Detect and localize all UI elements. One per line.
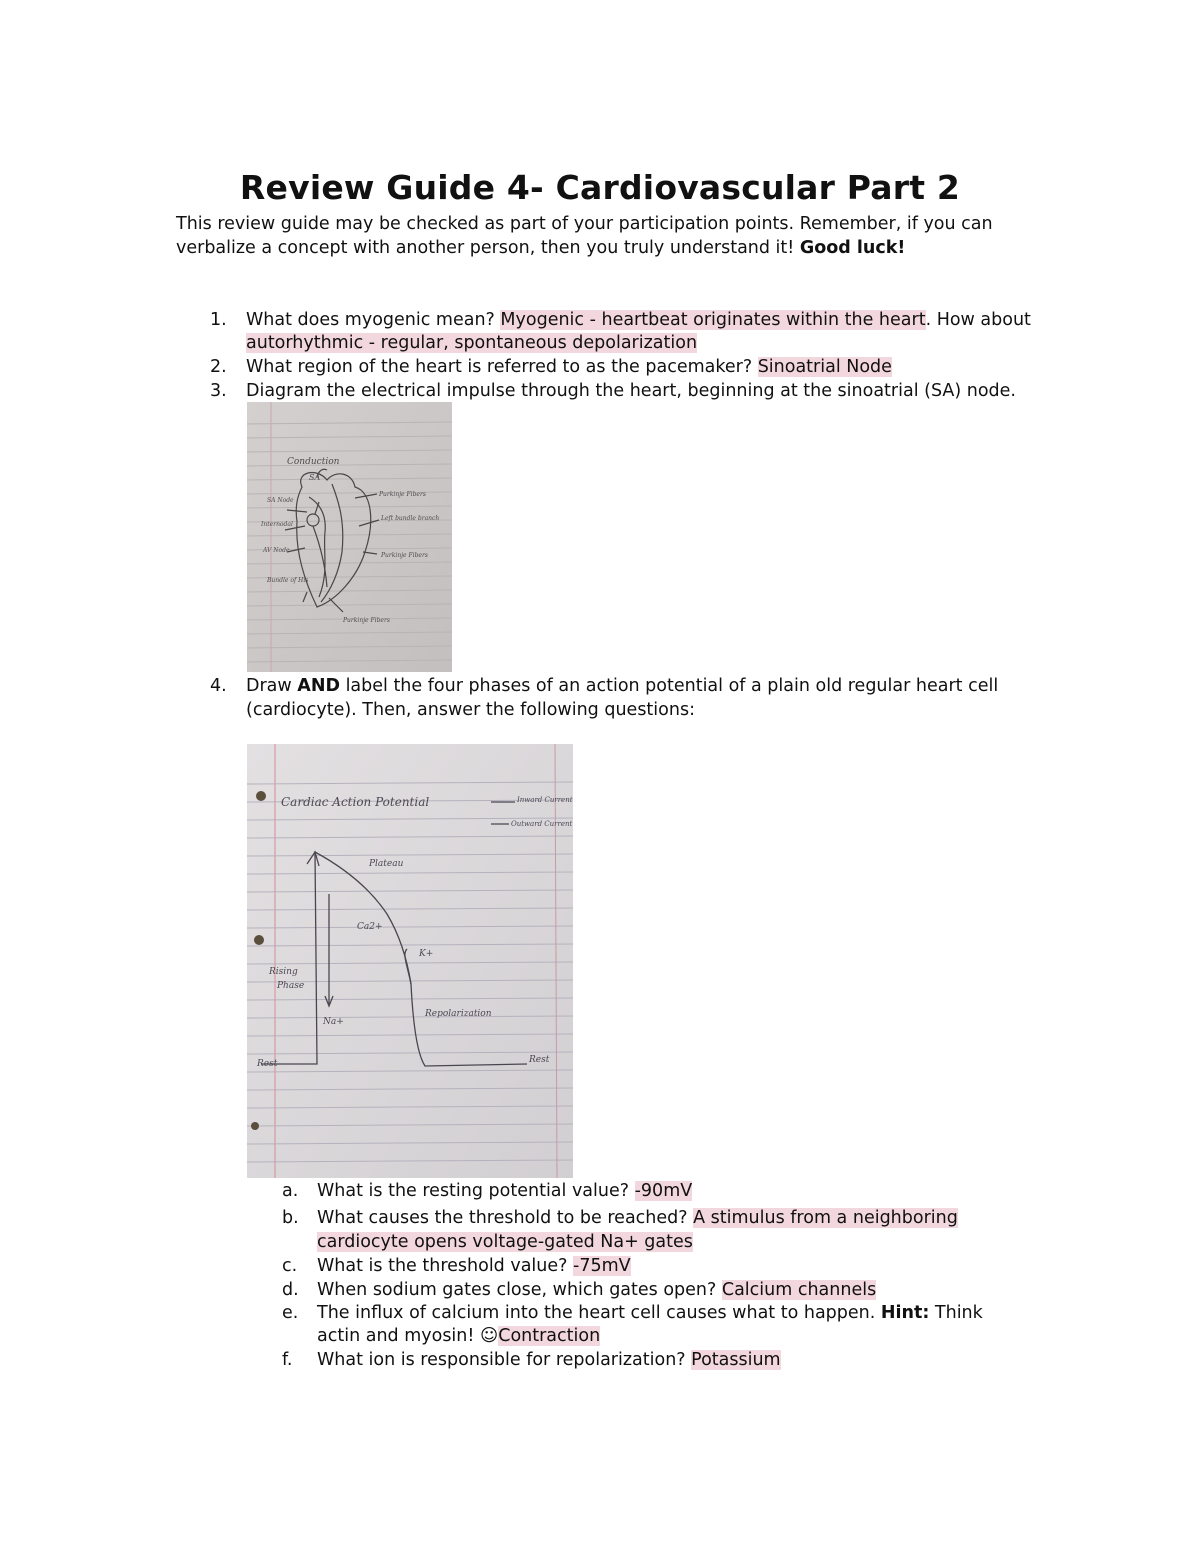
- label-phase: Phase: [277, 981, 305, 991]
- question-1-text-2: . How about: [925, 310, 1031, 330]
- sub-c-text: What is the threshold value?: [317, 1256, 573, 1276]
- sub-e-letter: e.: [282, 1303, 299, 1323]
- label-chart-title: Cardiac Action Potential: [281, 795, 430, 809]
- label-rising: Rising: [269, 967, 298, 977]
- sub-d-letter: d.: [282, 1280, 299, 1300]
- question-4-number: 4.: [210, 676, 227, 696]
- smiley-icon: ☺: [479, 1326, 499, 1346]
- answer-d: Calcium channels: [721, 1280, 877, 1300]
- sub-e-line-2: [317, 1324, 600, 1348]
- answer-a: -90mV: [634, 1181, 693, 1201]
- action-potential-photo: [247, 744, 573, 1178]
- answer-1-continued: [246, 331, 697, 355]
- label-rest-right: Rest: [529, 1055, 550, 1065]
- intro-line-1: This review guide may be checked as part of your participation points. Remember, if you can: [176, 214, 993, 234]
- sub-d-text: When sodium gates close, which gates open?: [317, 1280, 722, 1300]
- sub-e-hint: Hint:: [880, 1303, 930, 1323]
- good-luck-text: Good luck!: [799, 238, 906, 258]
- sub-b-letter: b.: [282, 1208, 299, 1228]
- question-2: [246, 355, 892, 379]
- sub-question-e: [317, 1301, 983, 1325]
- question-4-text-b: label the four phases of an action potential of a plain old regular heart cell: [340, 676, 999, 696]
- answer-1: Myogenic - heartbeat originates within the heart: [500, 310, 926, 330]
- sub-b-text: What causes the threshold to be reached?: [317, 1208, 694, 1228]
- label-k: K+: [419, 949, 434, 959]
- question-4: [246, 674, 998, 698]
- heart-conduction-photo: [247, 402, 452, 672]
- sub-f-text: What ion is responsible for repolarization?: [317, 1350, 692, 1370]
- question-2-number: 2.: [210, 357, 227, 377]
- label-repolarization: Repolarization: [425, 1009, 492, 1019]
- label-internodal: Internodal: [261, 521, 293, 528]
- question-3-number: 3.: [210, 381, 227, 401]
- sub-c-letter: c.: [282, 1256, 298, 1276]
- label-rest-left: Rest: [257, 1059, 278, 1069]
- label-plateau: Plateau: [369, 859, 404, 869]
- sub-question-f: [317, 1348, 781, 1372]
- question-4-bold: AND: [297, 676, 340, 696]
- label-na: Na+: [323, 1017, 344, 1027]
- sub-question-a: [317, 1179, 692, 1203]
- answer-1b: autorhythmic - regular, spontaneous depolarization: [246, 333, 698, 353]
- sub-a-letter: a.: [282, 1181, 299, 1201]
- answer-b: A stimulus from a neighboring: [693, 1208, 958, 1228]
- label-bundle-his: Bundle of His: [267, 577, 309, 584]
- label-ca: Ca2+: [357, 922, 383, 932]
- label-inward: Inward Current: [517, 796, 573, 804]
- question-4-text-a: Draw: [246, 676, 298, 696]
- question-4-line-2: (cardiocyte). Then, answer the following questions:: [246, 700, 695, 720]
- label-outward: Outward Current: [511, 820, 573, 828]
- intro-text: verbalize a concept with another person, then you truly understand it!: [176, 238, 800, 258]
- intro-paragraph: [176, 212, 993, 260]
- sub-b-line-2: [317, 1230, 693, 1254]
- answer-e: Contraction: [498, 1326, 601, 1346]
- question-1-number: 1.: [210, 310, 227, 330]
- answer-2: Sinoatrial Node: [757, 357, 892, 377]
- question-2-text: What region of the heart is referred to as the pacemaker?: [246, 357, 758, 377]
- label-sa: SA: [309, 473, 321, 482]
- question-3: Diagram the electrical impulse through the heart, beginning at the sinoatrial (SA) node.: [246, 381, 1016, 401]
- answer-b-continued: cardiocyte opens voltage-gated Na+ gates: [317, 1232, 693, 1252]
- label-purkinje-2: Purkinje Fibers: [381, 552, 428, 559]
- sub-question-c: [317, 1254, 631, 1278]
- question-1-text: What does myogenic mean?: [246, 310, 501, 330]
- page-title: Review Guide 4- Cardiovascular Part 2: [239, 168, 961, 207]
- sub-f-letter: f.: [282, 1350, 293, 1370]
- answer-f: Potassium: [691, 1350, 781, 1370]
- sub-e-text-3: actin and myosin!: [317, 1326, 480, 1346]
- sub-a-text: What is the resting potential value?: [317, 1181, 635, 1201]
- sub-question-b: [317, 1206, 958, 1230]
- sub-question-d: [317, 1278, 876, 1302]
- answer-c: -75mV: [573, 1256, 631, 1276]
- heart-conduction-sketch: [247, 402, 452, 672]
- label-conduction: Conduction: [287, 457, 340, 467]
- label-purkinje-1: Purkinje Fibers: [379, 491, 426, 498]
- action-potential-sketch: [247, 744, 573, 1178]
- intro-line-2: [176, 236, 993, 260]
- sub-e-text-2: Think: [929, 1303, 983, 1323]
- label-av-node: AV Node: [263, 547, 290, 554]
- sub-e-text: The influx of calcium into the heart cell causes what to happen.: [317, 1303, 881, 1323]
- label-purkinje-3: Purkinje Fibers: [343, 617, 390, 624]
- label-left-bundle: Left bundle branch: [381, 515, 440, 522]
- question-1: [246, 308, 1031, 332]
- label-sa-node: SA Node: [267, 497, 294, 504]
